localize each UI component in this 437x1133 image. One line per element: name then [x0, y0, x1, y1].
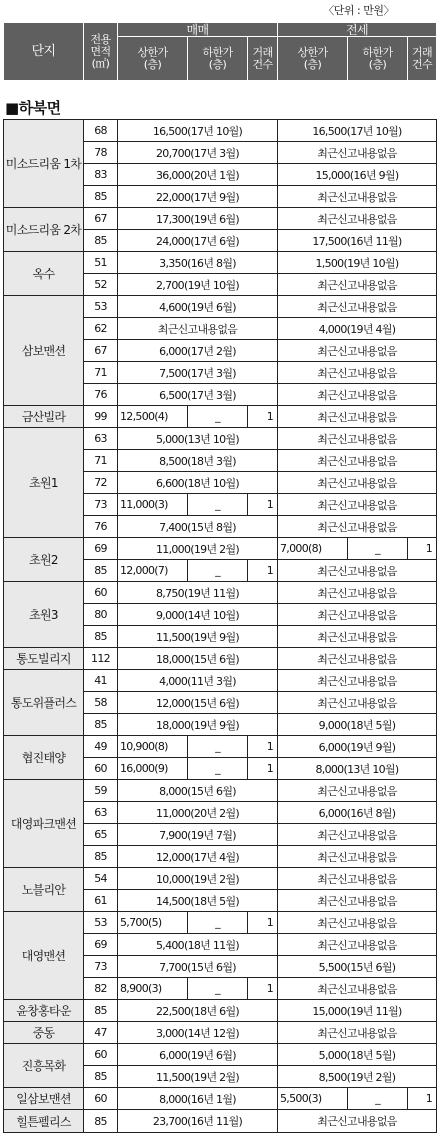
rent-price-cell: 최근신고내용없음	[278, 142, 437, 164]
table-header	[3, 22, 437, 81]
sale-price-cell: 6,000(17년 2월)	[118, 340, 278, 362]
area-cell: 69	[84, 538, 118, 560]
table-row	[4, 1000, 437, 1022]
sale-price-cell: 10,000(19년 2월)	[118, 868, 278, 890]
sale-price-cell: 14,500(18년 5월)	[118, 890, 278, 912]
area-cell: 72	[84, 472, 118, 494]
area-cell: 85	[84, 1066, 118, 1088]
area-cell: 54	[84, 868, 118, 890]
rent-price-cell: 최근신고내용없음	[278, 384, 437, 406]
area-cell: 85	[84, 560, 118, 582]
rent-price-cell: 최근신고내용없음	[278, 494, 437, 516]
sale-count-cell: 1	[248, 560, 278, 582]
sale-price-cell: 5,000(13년 10월)	[118, 428, 278, 450]
sale-price-cell: 8,000(15년 6월)	[118, 780, 278, 802]
sale-price-cell: 8,500(18년 3월)	[118, 450, 278, 472]
area-cell: 60	[84, 758, 118, 780]
price-table-body	[4, 120, 437, 1133]
sale-price-cell: 8,750(19년 11월)	[118, 582, 278, 604]
rent-price-cell: 최근신고내용없음	[278, 186, 437, 208]
rent-price-cell: 최근신고내용없음	[278, 824, 437, 846]
sale-price-cell: 36,000(20년 1월)	[118, 164, 278, 186]
area-cell: 73	[84, 956, 118, 978]
sale-upper-cell: 8,900(3)	[118, 978, 188, 1000]
sale-price-cell: 16,500(17년 10월)	[118, 120, 278, 142]
area-cell: 85	[84, 626, 118, 648]
sale-price-cell: 18,000(15년 6월)	[118, 648, 278, 670]
sale-count-cell: 1	[248, 758, 278, 780]
area-cell: 60	[84, 1044, 118, 1066]
rent-price-cell: 최근신고내용없음	[278, 274, 437, 296]
header-rent-lower: 하한가 (층)	[348, 37, 408, 81]
table-row	[4, 296, 437, 318]
rent-price-cell: 최근신고내용없음	[278, 362, 437, 384]
area-cell: 85	[84, 1110, 118, 1133]
rent-price-cell: 최근신고내용없음	[278, 472, 437, 494]
sale-price-cell: 20,700(17년 3월)	[118, 142, 278, 164]
area-cell: 67	[84, 340, 118, 362]
area-cell: 76	[84, 384, 118, 406]
sale-upper-cell: 12,500(4)	[118, 406, 188, 428]
rent-price-cell: 17,500(16년 11월)	[278, 230, 437, 252]
table-row	[4, 538, 437, 560]
area-cell: 85	[84, 186, 118, 208]
table-row	[4, 780, 437, 802]
table-row	[4, 736, 437, 758]
rent-price-cell: 최근신고내용없음	[278, 890, 437, 912]
rent-price-cell: 5,500(15년 6월)	[278, 956, 437, 978]
area-cell: 68	[84, 120, 118, 142]
area-cell: 71	[84, 450, 118, 472]
complex-name: 통도위플러스	[4, 670, 84, 736]
sale-price-cell: 3,000(14년 12월)	[118, 1022, 278, 1044]
rent-price-cell: 9,000(18년 5월)	[278, 714, 437, 736]
rent-price-cell: 최근신고내용없음	[278, 516, 437, 538]
complex-name: 대영맨션	[4, 912, 84, 1000]
area-cell: 60	[84, 1088, 118, 1110]
table-row	[4, 428, 437, 450]
complex-name: 중동	[4, 1022, 84, 1044]
header-area: 전용 면적 (㎡)	[84, 23, 118, 81]
complex-name: 협진태양	[4, 736, 84, 780]
price-table	[3, 119, 437, 1133]
area-cell: 80	[84, 604, 118, 626]
rent-price-cell: 4,000(19년 4월)	[278, 318, 437, 340]
sale-price-cell: 17,300(19년 6월)	[118, 208, 278, 230]
sale-price-cell: 6,000(19년 6월)	[118, 1044, 278, 1066]
area-cell: 47	[84, 1022, 118, 1044]
rent-upper-cell: 5,500(3)	[278, 1088, 348, 1110]
rent-price-cell: 15,000(19년 11월)	[278, 1000, 437, 1022]
table-row	[4, 406, 437, 428]
rent-price-cell: 5,000(18년 5월)	[278, 1044, 437, 1066]
area-cell: 41	[84, 670, 118, 692]
complex-name: 힐튼펠리스	[4, 1110, 84, 1133]
sale-upper-cell: 16,000(9)	[118, 758, 188, 780]
sale-price-cell: 최근신고내용없음	[118, 318, 278, 340]
table-row	[4, 120, 437, 142]
area-cell: 82	[84, 978, 118, 1000]
complex-name: 초원2	[4, 538, 84, 582]
sale-price-cell: 11,000(19년 2월)	[118, 538, 278, 560]
complex-name: 윤창홍타운	[4, 1000, 84, 1022]
header-sale-lower: 하한가 (층)	[188, 37, 248, 81]
sale-price-cell: 22,000(17년 9월)	[118, 186, 278, 208]
sale-price-cell: 4,600(19년 6월)	[118, 296, 278, 318]
rent-price-cell: 8,000(13년 10월)	[278, 758, 437, 780]
area-cell: 51	[84, 252, 118, 274]
area-cell: 63	[84, 802, 118, 824]
rent-price-cell: 최근신고내용없음	[278, 912, 437, 934]
rent-price-cell: 1,500(19년 10월)	[278, 252, 437, 274]
complex-name: 일삼보맨션	[4, 1088, 84, 1110]
sale-price-cell: 4,000(11년 3월)	[118, 670, 278, 692]
rent-price-cell: 최근신고내용없음	[278, 604, 437, 626]
area-cell: 65	[84, 824, 118, 846]
sale-price-cell: 24,000(17년 6월)	[118, 230, 278, 252]
complex-name: 금산빌라	[4, 406, 84, 428]
area-cell: 52	[84, 274, 118, 296]
rent-price-cell: 최근신고내용없음	[278, 560, 437, 582]
sale-price-cell: 9,000(14년 10월)	[118, 604, 278, 626]
rent-upper-cell: 7,000(8)	[278, 538, 348, 560]
sale-price-cell: 7,400(15년 8월)	[118, 516, 278, 538]
complex-name: 노블리안	[4, 868, 84, 912]
sale-upper-cell: 5,700(5)	[118, 912, 188, 934]
complex-name: 옥수	[4, 252, 84, 296]
header-sale-upper: 상한가 (층)	[118, 37, 188, 81]
complex-name: 통도빌리지	[4, 648, 84, 670]
area-cell: 76	[84, 516, 118, 538]
header-rent: 전세	[278, 23, 437, 37]
area-cell: 99	[84, 406, 118, 428]
sale-price-cell: 6,500(17년 3월)	[118, 384, 278, 406]
complex-name: 초원1	[4, 428, 84, 538]
rent-price-cell: 8,500(19년 2월)	[278, 1066, 437, 1088]
area-cell: 69	[84, 934, 118, 956]
sale-price-cell: 2,700(19년 10월)	[118, 274, 278, 296]
complex-name: 미소드리움 2차	[4, 208, 84, 252]
sale-upper-cell: 11,000(3)	[118, 494, 188, 516]
area-cell: 85	[84, 1000, 118, 1022]
table-row	[4, 1022, 437, 1044]
sale-price-cell: 3,350(16년 8월)	[118, 252, 278, 274]
sale-price-cell: 6,600(18년 10월)	[118, 472, 278, 494]
sale-count-cell: 1	[248, 978, 278, 1000]
rent-price-cell: 최근신고내용없음	[278, 208, 437, 230]
rent-price-cell: 최근신고내용없음	[278, 582, 437, 604]
table-row	[4, 868, 437, 890]
sale-price-cell: 7,500(17년 3월)	[118, 362, 278, 384]
rent-price-cell: 최근신고내용없음	[278, 692, 437, 714]
sale-lower-cell: _	[188, 978, 248, 1000]
sale-lower-cell: _	[188, 912, 248, 934]
rent-price-cell: 최근신고내용없음	[278, 406, 437, 428]
table-row	[4, 1044, 437, 1066]
table-row	[4, 670, 437, 692]
sale-count-cell: 1	[248, 736, 278, 758]
header-rent-upper: 상한가 (층)	[278, 37, 348, 81]
area-cell: 53	[84, 296, 118, 318]
header-sale: 매매	[118, 23, 278, 37]
area-cell: 112	[84, 648, 118, 670]
area-cell: 59	[84, 780, 118, 802]
area-cell: 85	[84, 230, 118, 252]
complex-name: 미소드리움 1차	[4, 120, 84, 208]
sale-upper-cell: 12,000(7)	[118, 560, 188, 582]
sale-lower-cell: _	[188, 406, 248, 428]
rent-count-cell: 1	[408, 538, 437, 560]
unit-label: 〈단위 : 만원〉	[323, 4, 394, 17]
sale-lower-cell: _	[188, 736, 248, 758]
area-cell: 71	[84, 362, 118, 384]
table-row	[4, 252, 437, 274]
table-row	[4, 648, 437, 670]
area-cell: 60	[84, 582, 118, 604]
rent-lower-cell: _	[348, 1088, 408, 1110]
sale-price-cell: 7,700(15년 6월)	[118, 956, 278, 978]
area-cell: 53	[84, 912, 118, 934]
sale-price-cell: 8,000(16년 1월)	[118, 1088, 278, 1110]
area-cell: 63	[84, 428, 118, 450]
area-cell: 85	[84, 846, 118, 868]
table-row	[4, 208, 437, 230]
sale-price-cell: 18,000(19년 9월)	[118, 714, 278, 736]
area-cell: 78	[84, 142, 118, 164]
sale-price-cell: 5,400(18년 11월)	[118, 934, 278, 956]
rent-price-cell: 최근신고내용없음	[278, 450, 437, 472]
complex-name: 진흥목화	[4, 1044, 84, 1088]
rent-price-cell: 최근신고내용없음	[278, 868, 437, 890]
sale-count-cell: 1	[248, 406, 278, 428]
rent-price-cell: 최근신고내용없음	[278, 978, 437, 1000]
complex-name: 대영파크맨션	[4, 780, 84, 868]
header-rent-count: 거래 건수	[408, 37, 437, 81]
rent-price-cell: 최근신고내용없음	[278, 846, 437, 868]
rent-price-cell: 최근신고내용없음	[278, 626, 437, 648]
sale-price-cell: 12,000(17년 4월)	[118, 846, 278, 868]
rent-price-cell: 16,500(17년 10월)	[278, 120, 437, 142]
rent-price-cell: 최근신고내용없음	[278, 1110, 437, 1133]
table-row	[4, 582, 437, 604]
header-complex: 단지	[4, 23, 84, 81]
area-cell: 62	[84, 318, 118, 340]
rent-price-cell: 최근신고내용없음	[278, 428, 437, 450]
area-cell: 58	[84, 692, 118, 714]
sale-upper-cell: 10,900(8)	[118, 736, 188, 758]
rent-price-cell: 최근신고내용없음	[278, 1022, 437, 1044]
complex-name: 삼보맨션	[4, 296, 84, 406]
table-row	[4, 1088, 437, 1110]
table-row	[4, 912, 437, 934]
rent-price-cell: 최근신고내용없음	[278, 780, 437, 802]
sale-price-cell: 23,700(16년 11월)	[118, 1110, 278, 1133]
area-cell: 85	[84, 714, 118, 736]
sale-price-cell: 22,500(18년 6월)	[118, 1000, 278, 1022]
rent-count-cell: 1	[408, 1088, 437, 1110]
rent-price-cell: 6,000(19년 9월)	[278, 736, 437, 758]
complex-name: 초원3	[4, 582, 84, 648]
rent-price-cell: 최근신고내용없음	[278, 934, 437, 956]
sale-price-cell: 7,900(19년 7월)	[118, 824, 278, 846]
sale-price-cell: 11,500(19년 2월)	[118, 1066, 278, 1088]
section-title: ■하북면	[5, 99, 61, 117]
area-cell: 67	[84, 208, 118, 230]
sale-count-cell: 1	[248, 912, 278, 934]
sale-lower-cell: _	[188, 560, 248, 582]
rent-price-cell: 최근신고내용없음	[278, 648, 437, 670]
sale-price-cell: 11,500(19년 9월)	[118, 626, 278, 648]
area-cell: 49	[84, 736, 118, 758]
area-cell: 83	[84, 164, 118, 186]
sale-price-cell: 12,000(15년 6월)	[118, 692, 278, 714]
area-cell: 73	[84, 494, 118, 516]
sale-lower-cell: _	[188, 494, 248, 516]
rent-price-cell: 15,000(16년 9월)	[278, 164, 437, 186]
sale-lower-cell: _	[188, 758, 248, 780]
rent-price-cell: 최근신고내용없음	[278, 670, 437, 692]
area-cell: 61	[84, 890, 118, 912]
sale-count-cell: 1	[248, 494, 278, 516]
rent-price-cell: 최근신고내용없음	[278, 296, 437, 318]
sale-price-cell: 11,000(20년 2월)	[118, 802, 278, 824]
rent-price-cell: 최근신고내용없음	[278, 340, 437, 362]
table-row	[4, 1110, 437, 1133]
rent-price-cell: 6,000(16년 8월)	[278, 802, 437, 824]
rent-lower-cell: _	[348, 538, 408, 560]
header-sale-count: 거래 건수	[248, 37, 278, 81]
